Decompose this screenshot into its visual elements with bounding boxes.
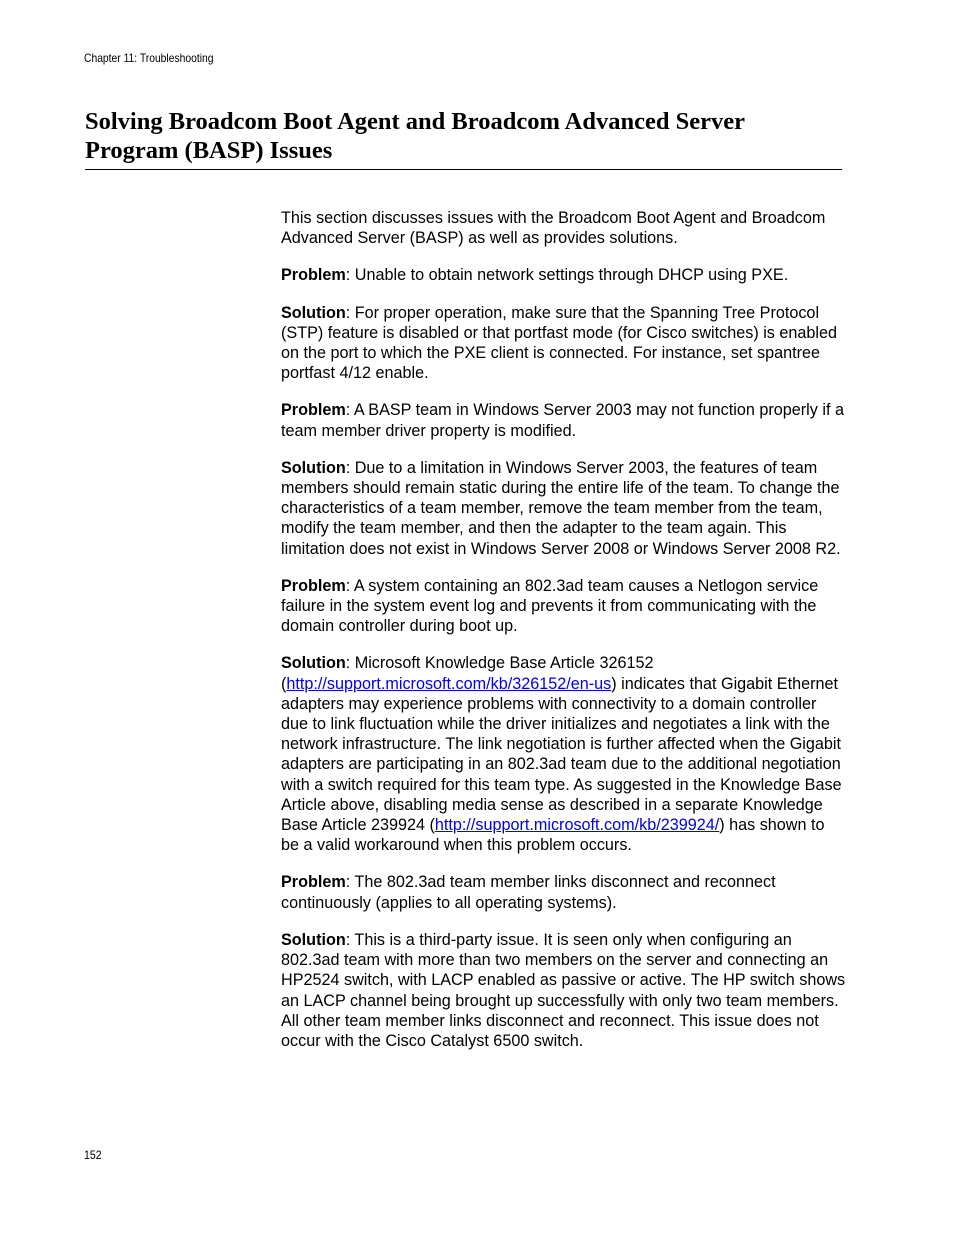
- solution-label: Solution: [281, 303, 346, 322]
- solution-text-3c: ) has shown to be a valid workaround when this problem occurs.: [281, 816, 825, 855]
- kb-326152-link[interactable]: http://support.microsoft.com/kb/326152/en-us: [286, 674, 612, 693]
- intro-paragraph: This section discusses issues with the Broadcom Boot Agent and Broadcom Advanced Server (BASP) as well as provides solutions.: [281, 209, 826, 248]
- solution-text-2: : Due to a limitation in Windows Server 2003, the features of team members should remain static during the entire life of the team. To change the characteristics of a team member, remove the team member from the team, modify the team member, and then the adapter to the team again. This limitation does not exist in Windows Server 2008 or Windows Server 2008 R2.: [281, 458, 841, 558]
- running-header: Chapter 11: Troubleshooting: [84, 51, 214, 65]
- problem-text-3: : A system containing an 802.3ad team causes a Netlogon service failure in the system event log and prevents it from communicating with the domain controller during boot up.: [281, 576, 819, 636]
- solution-paragraph-4: [281, 930, 846, 1051]
- solution-text-1: : For proper operation, make sure that the Spanning Tree Protocol (STP) feature is disabled or that portfast mode (for Cisco switches) is enabled on the port to which the PXE client is connected. For instance, set spantree portfast 4/12 enable.: [281, 303, 838, 383]
- problem-paragraph-1: [281, 265, 846, 285]
- kb-239924-link[interactable]: http://support.microsoft.com/kb/239924/: [434, 816, 720, 835]
- problem-label: Problem: [281, 401, 346, 420]
- solution-paragraph-2: [281, 458, 846, 559]
- solution-paragraph-3: [281, 653, 846, 855]
- problem-text-4: : The 802.3ad team member links disconnect and reconnect continuously (applies to all operating systems).: [281, 873, 776, 912]
- problem-label: Problem: [281, 873, 346, 892]
- section-title: Solving Broadcom Boot Agent and Broadcom Advanced Server Program (BASP) Issues: [85, 108, 745, 164]
- solution-text-3a: : Microsoft Knowledge Base Article 326152 (: [281, 654, 654, 693]
- solution-label: Solution: [281, 930, 346, 949]
- problem-paragraph-3: [281, 576, 846, 637]
- page-number: 152: [84, 1148, 102, 1162]
- solution-text-4: : This is a third-party issue. It is seen only when configuring an 802.3ad team with more than two members on the server and connecting an HP2524 switch, with LACP enabled as passive or active. The HP switch shows an LACP channel being brought up successfully with only two team members. All other team member links disconnect and reconnect. This issue does not occur with the Cisco Catalyst 6500 switch.: [281, 930, 846, 1050]
- solution-paragraph-1: [281, 303, 846, 384]
- solution-label: Solution: [281, 654, 346, 673]
- problem-label: Problem: [281, 266, 346, 285]
- section-body: [281, 208, 846, 1068]
- solution-label: Solution: [281, 458, 346, 477]
- problem-paragraph-2: [281, 400, 846, 440]
- solution-text-3b: ) indicates that Gigabit Ethernet adapters may experience problems with connectivity to a domain controller due to link fluctuation while the driver initializes and negotiates a link with the network infrastructure. The link negotiation is further affected when the Gigabit adapters are participating in an 802.3ad team due to the additional negotiation with a switch required for this team type. As suggested in the Knowledge Base Article above, disabling media sense as described in a separate Knowledge Base Article 239924 (: [281, 674, 842, 835]
- problem-text-2: : A BASP team in Windows Server 2003 may not function properly if a team member driver property is modified.: [281, 401, 844, 440]
- problem-text-1: : Unable to obtain network settings through DHCP using PXE.: [345, 266, 789, 285]
- problem-paragraph-4: [281, 872, 846, 912]
- problem-label: Problem: [281, 576, 346, 595]
- title-rule: [85, 169, 842, 170]
